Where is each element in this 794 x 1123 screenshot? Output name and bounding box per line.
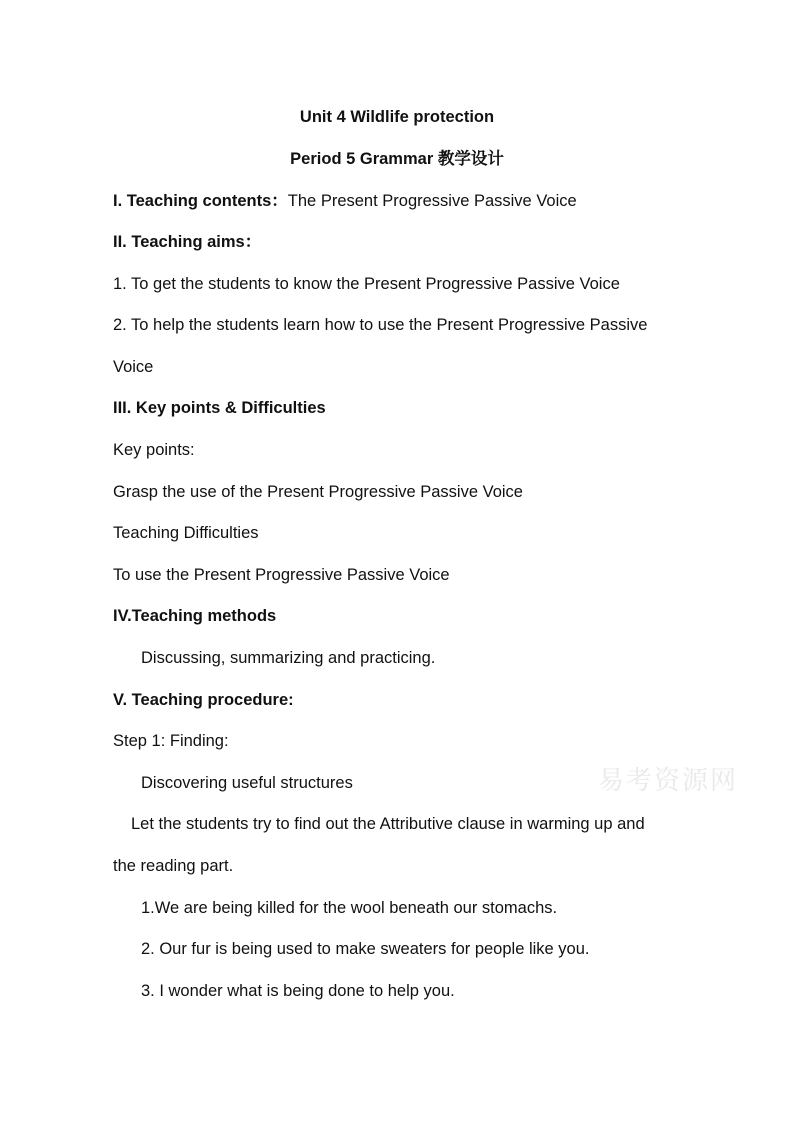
aim-item-2-line-2: Voice [113, 358, 154, 376]
difficulties-label: Teaching Difficulties [113, 524, 259, 542]
aim-item-2-line-1: 2. To help the students learn how to use the Present Progressive Passive [113, 316, 648, 334]
step1-subheading: Discovering useful structures [141, 774, 353, 792]
methods-text: Discussing, summarizing and practicing. [141, 649, 436, 667]
section-key-points-heading: III. Key points & Difficulties [113, 399, 326, 417]
step1-label: Step 1: Finding: [113, 732, 229, 750]
step1-description-line-1: Let the students try to find out the Attributive clause in warming up and [131, 815, 645, 833]
section-teaching-aims-heading: II. Teaching aims： [113, 233, 262, 251]
section-text: The Present Progressive Passive Voice [287, 192, 577, 210]
difficulties-text: To use the Present Progressive Passive Voice [113, 566, 450, 584]
key-points-text: Grasp the use of the Present Progressive Passive Voice [113, 483, 523, 501]
document-subtitle: Period 5 Grammar 教学设计 [290, 150, 504, 168]
example-sentence-3: 3. I wonder what is being done to help you. [141, 982, 455, 1000]
key-points-label: Key points: [113, 441, 195, 459]
example-sentence-2: 2. Our fur is being used to make sweaters for people like you. [141, 940, 590, 958]
section-heading: I. Teaching contents： [113, 192, 288, 210]
document-title: Unit 4 Wildlife protection [299, 108, 495, 126]
example-sentence-1: 1.We are being killed for the wool beneath our stomachs. [141, 899, 558, 917]
watermark: 易考资源网 [598, 766, 739, 796]
section-teaching-procedure-heading: V. Teaching procedure: [113, 691, 294, 709]
aim-item-1: 1. To get the students to know the Present Progressive Passive Voice [113, 275, 620, 293]
step1-description-line-2: the reading part. [113, 857, 234, 875]
section-teaching-contents [113, 190, 682, 212]
section-teaching-methods-heading: IV.Teaching methods [113, 607, 277, 625]
